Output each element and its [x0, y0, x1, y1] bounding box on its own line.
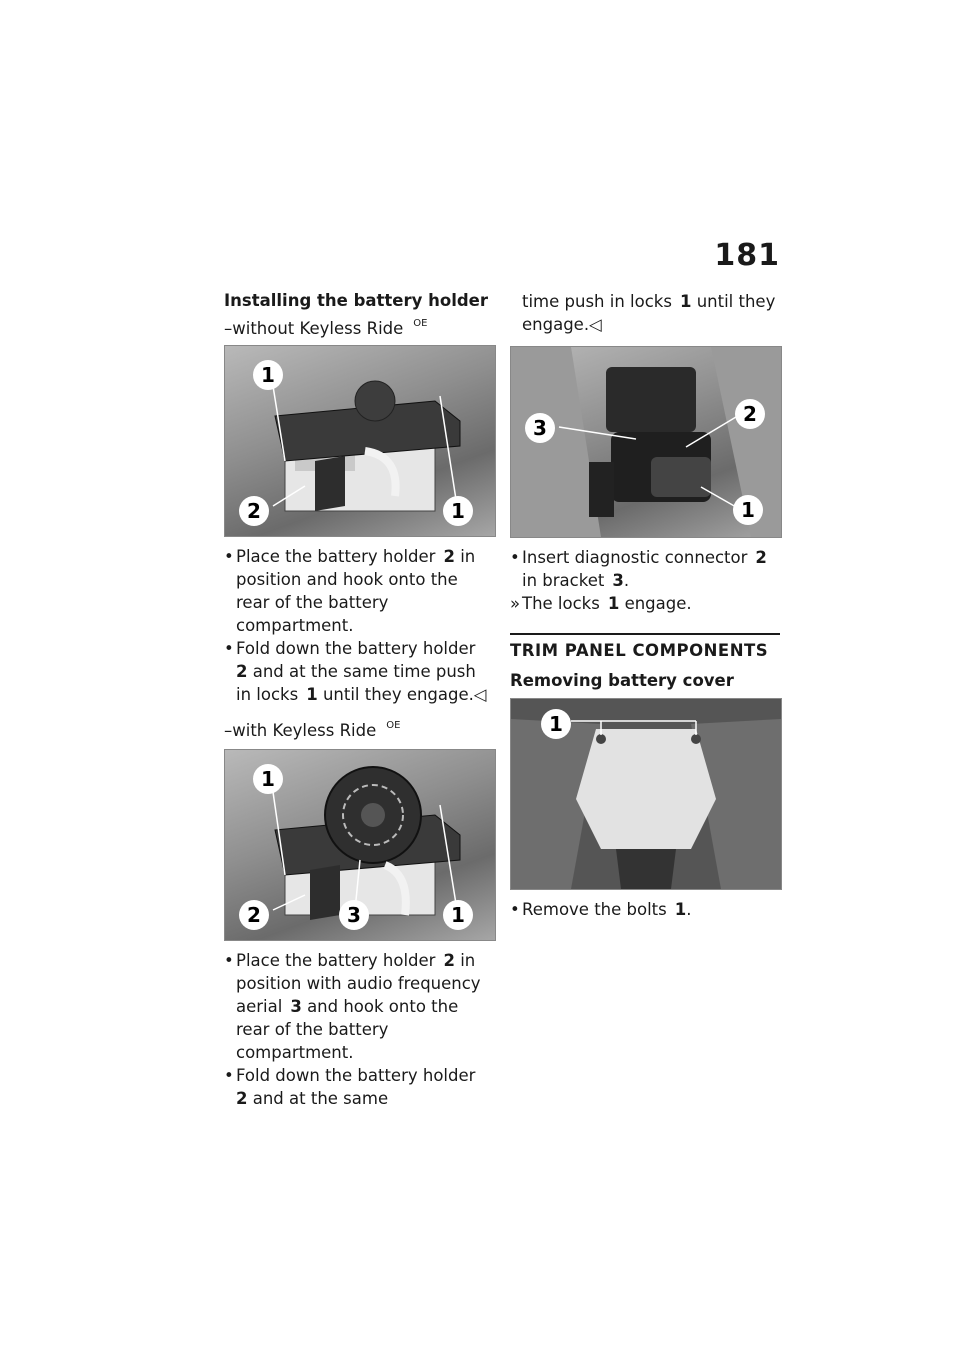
figure-battery-holder-with-keyless: [224, 749, 496, 941]
step-place-battery-holder: • Place the battery holder 2 in position and hook onto the rear of the battery compartment.: [224, 547, 476, 635]
callout-1: 1: [541, 709, 571, 739]
step-remove-bolts: • Remove the bolts 1.: [510, 900, 692, 919]
callout-3: 3: [339, 900, 369, 930]
callout-1: 1: [443, 496, 473, 526]
subheading-removing-battery-cover: Removing battery cover: [510, 671, 734, 690]
variant-label-without-keyless: [224, 312, 494, 341]
step-insert-diagnostic-connector: • Insert diagnostic connector 2 in bracket 3.: [510, 548, 767, 590]
right-column: [510, 290, 780, 921]
section-title-trim-panel: TRIM PANEL COMPONENTS: [510, 633, 780, 660]
variant-text: –without Keyless Ride: [224, 319, 404, 338]
figure-battery-holder-without-keyless: [224, 345, 496, 537]
variant-text: –with Keyless Ride: [224, 721, 377, 740]
section-heading: Installing the battery holder: [224, 291, 488, 310]
result-arrow-icon: »: [510, 594, 521, 613]
callout-1: 1: [253, 360, 283, 390]
step-place-holder-with-aerial: • Place the battery holder 2 in position with audio frequency aerial 3 and hook onto the rear of the battery compartment.: [224, 951, 481, 1062]
callout-2: 2: [239, 900, 269, 930]
callout-1: 1: [733, 495, 763, 525]
figure-diagnostic-connector: [510, 346, 782, 538]
bullet-icon: •: [510, 900, 520, 919]
oe-marker: OE: [386, 720, 401, 731]
bullet-icon: •: [224, 951, 234, 970]
bullet-icon: •: [510, 548, 520, 567]
step-fold-down-holder: • Fold down the battery holder2 and at the same time push in locks 1 until they engage.◁: [224, 639, 487, 704]
bullet-icon: •: [224, 547, 234, 566]
bullet-icon: •: [224, 639, 234, 658]
callout-2: 2: [239, 496, 269, 526]
left-column: [224, 290, 494, 1110]
callout-3: 3: [525, 413, 555, 443]
callout-2: 2: [735, 399, 765, 429]
step-continuation: time push in locks 1 until they engage.◁: [522, 292, 776, 334]
oe-marker: OE: [413, 318, 428, 329]
step-fold-down-holder-keyless: • Fold down the battery holder2 and at the same: [224, 1066, 476, 1108]
bullet-icon: •: [224, 1066, 234, 1085]
result-locks-engage: » The locks 1 engage.: [510, 594, 692, 613]
callout-1: 1: [443, 900, 473, 930]
figure-battery-cover: [510, 698, 782, 890]
variant-label-with-keyless: [224, 714, 494, 743]
page-number: 181: [714, 238, 780, 273]
callout-1: 1: [253, 764, 283, 794]
